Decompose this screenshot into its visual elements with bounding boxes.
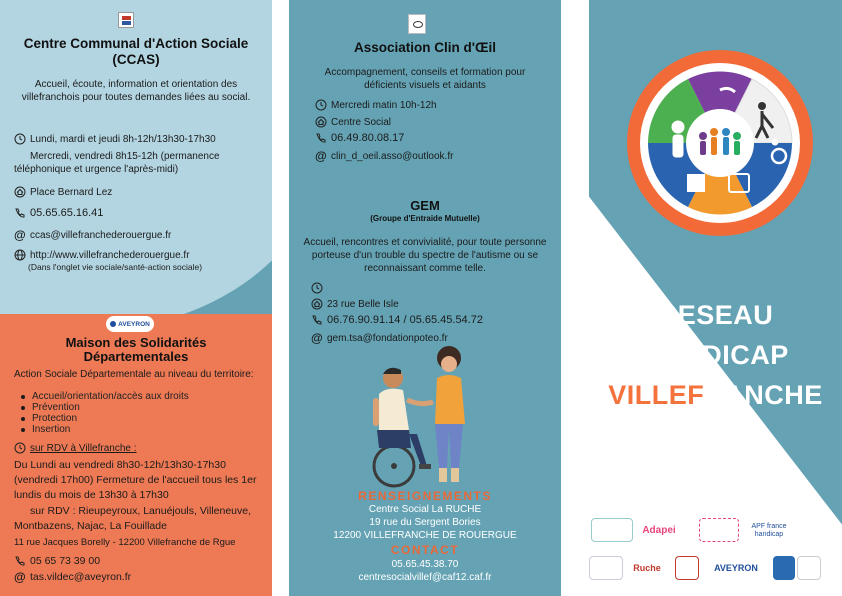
ccas-title: Centre Communal d'Action Sociale (CCAS): [23, 36, 249, 67]
clin-email[interactable]: clin_d_oeil.asso@outlook.fr: [331, 151, 454, 162]
ccas-email[interactable]: ccas@villefranchederouergue.fr: [30, 230, 172, 241]
ccas-hours-line2: Mercredi, vendredi 8h15-12h (permanence téléphonique et urgence l'après-midi): [14, 151, 220, 175]
ccas-description: Accueil, écoute, information et orientation des villefranchois pour toutes demandes liées au social.: [21, 79, 251, 103]
clin-address: Centre Social: [331, 117, 392, 128]
list-item: Accueil/orientation/accès aux droits: [32, 391, 189, 402]
phone-icon: [315, 132, 327, 144]
aveyron-partner-logo: AVEYRON: [714, 563, 758, 573]
villefranche-logo: [118, 12, 134, 28]
ccas-hours-row: [14, 133, 216, 146]
aveyron-logo: AVEYRON: [106, 316, 154, 332]
partner-logo-7: [675, 556, 699, 580]
msd-email-row: [14, 571, 131, 584]
ccas-address-row: [14, 186, 112, 199]
disability-symbols-emblem: [625, 48, 815, 238]
clin-email-row: [315, 150, 453, 163]
cover-panel: [589, 0, 842, 596]
msd-hours-line2: (vendredi 17h00) Fermeture de l'accueil tous les 1er lundis du mois de 13h30 à 17h30: [14, 474, 257, 501]
at-icon: @: [14, 570, 26, 584]
msd-rdv-other: sur RDV : Rieupeyroux, Lanuéjouls, Villeneuve, Montbazens, Najac, La Fouillade: [14, 505, 252, 532]
renseignements-heading: RENSEIGNEMENTS: [358, 489, 492, 503]
gem-address: 23 rue Belle Isle: [327, 299, 399, 310]
clin-address-row: [315, 116, 391, 129]
ccas-phone-row: [14, 207, 103, 220]
clock-icon: [315, 99, 327, 111]
globe-icon: [14, 249, 26, 261]
gem-title: GEM: [410, 198, 440, 213]
contact-phone[interactable]: 05.65.45.38.70: [391, 559, 459, 570]
clock-icon: [14, 133, 26, 145]
clin-title: Association Clin d'Œil: [354, 40, 496, 55]
cover-title-accent: VILLEF: [608, 380, 705, 410]
msd-hours-line1: Du Lundi au vendredi 8h30-12h/13h30-17h30: [14, 459, 226, 471]
gem-subtitle: (Groupe d'Entraide Mutuelle): [370, 214, 480, 223]
at-icon: @: [315, 149, 327, 163]
at-icon: @: [14, 228, 26, 242]
partner-logo-1: [591, 518, 633, 542]
home-icon: [14, 186, 26, 198]
cover-title-line3: [589, 380, 842, 411]
ccas-website-row: [14, 249, 190, 262]
partner-logo-9: [773, 556, 795, 580]
renseignements-line2: 19 rue du Sergent Bories: [369, 517, 481, 528]
ccas-phone[interactable]: 05.65.65.16.41: [30, 207, 104, 219]
partner-logo-10: [797, 556, 821, 580]
msd-address: 11 rue Jacques Borelly - 12200 Villefranche de Rgue: [14, 537, 236, 548]
partner-logo-3: [699, 518, 739, 542]
msd-rdv-label: sur RDV à Villefranche :: [30, 443, 137, 454]
msd-rdv-row: [14, 442, 137, 455]
clin-doeil-logo: [408, 14, 426, 34]
home-icon: [315, 116, 327, 128]
clin-phone-row: [315, 132, 404, 145]
clock-icon: [311, 282, 323, 294]
ccas-website-note: (Dans l'onglet vie sociale/santé-action sociale): [28, 262, 203, 272]
contact-heading: CONTACT: [390, 543, 460, 557]
renseignements-line1: Centre Social La RUCHE: [368, 504, 482, 515]
phone-icon: [14, 207, 26, 219]
at-icon: @: [311, 331, 323, 345]
home-icon: [311, 298, 323, 310]
cover-title-line2: HANDICAP: [642, 340, 789, 370]
list-item: Protection: [30, 413, 189, 424]
gem-email[interactable]: gem.tsa@fondationpoteo.fr: [327, 333, 448, 344]
msd-email[interactable]: tas.vildec@aveyron.fr: [30, 571, 132, 583]
msd-phone-row: [14, 555, 100, 568]
ccas-msd-panel: [0, 0, 272, 596]
msd-title: Maison des Solidarités Départementales: [65, 335, 207, 364]
ccas-address: Place Bernard Lez: [30, 187, 113, 198]
adapei-logo: Adapei: [642, 524, 676, 536]
gem-phone[interactable]: 06.76.90.91.14 / 05.65.45.54.72: [327, 314, 483, 326]
cover-title-line1: RESEAU: [657, 300, 774, 330]
cover-title-rest: RANCHE: [704, 380, 823, 410]
renseignements-line3: 12200 VILLEFRANCHE DE ROUERGUE: [333, 530, 517, 541]
msd-intro: Action Sociale Départementale au niveau du territoire:: [14, 369, 254, 380]
apf-logo: APF france handicap: [751, 523, 787, 538]
phone-icon: [14, 555, 26, 567]
ccas-email-row: [14, 229, 171, 242]
people-illustration: [359, 344, 489, 490]
contact-email[interactable]: centresocialvillef@caf12.caf.fr: [358, 572, 492, 583]
gem-hours-row: [311, 282, 323, 294]
msd-bullet-list: [30, 391, 189, 435]
partner-logo-5: [589, 556, 623, 580]
phone-icon: [311, 314, 323, 326]
gem-description: Accueil, rencontres et convivialité, pour toute personne porteuse d'un trouble du spectre de l'autisme ou se reconnaissant comme telle.: [303, 237, 547, 274]
list-item: Insertion: [30, 424, 189, 435]
gem-address-row: [311, 298, 399, 311]
associations-panel: [289, 0, 561, 596]
clin-phone[interactable]: 06.49.80.08.17: [331, 132, 405, 144]
ccas-website[interactable]: http://www.villefranchederouergue.fr: [30, 250, 190, 261]
ccas-hours-line1: Lundi, mardi et jeudi 8h-12h/13h30-17h30: [30, 134, 216, 145]
clin-hours: Mercredi matin 10h-12h: [331, 100, 437, 111]
clock-icon: [14, 442, 26, 454]
ruche-logo: Ruche: [633, 563, 661, 573]
msd-phone[interactable]: 05 65 73 39 00: [30, 555, 101, 567]
clin-description: Accompagnement, conseils et formation pour déficients visuels et aidants: [324, 67, 526, 91]
list-item: Prévention: [30, 402, 189, 413]
clin-hours-row: [315, 99, 437, 112]
gem-phone-row: [311, 314, 483, 327]
